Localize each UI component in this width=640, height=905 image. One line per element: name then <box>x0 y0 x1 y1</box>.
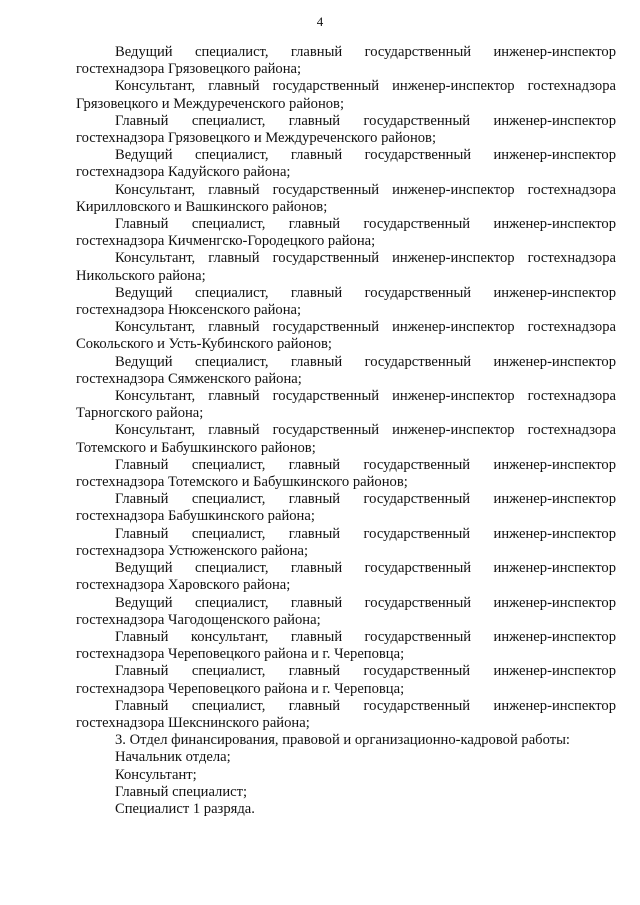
position-entry: Главный специалист, главный государственный инженер-инспектор гостехнадзора Шекснинского района; <box>76 697 616 731</box>
position-entry: Ведущий специалист, главный государственный инженер-инспектор гостехнадзора Харовского района; <box>76 560 616 594</box>
position-entry: Главный специалист, главный государственный инженер-инспектор гостехнадзора Бабушкинского района; <box>76 491 616 525</box>
position-entry: Ведущий специалист, главный государственный инженер-инспектор гостехнадзора Кадуйского района; <box>76 147 616 181</box>
position-entry: Главный специалист, главный государственный инженер-инспектор гостехнадзора Устюженского района; <box>76 525 616 559</box>
position-entry: Главный специалист, главный государственный инженер-инспектор гостехнадзора Грязовецкого и Междуреченского районов; <box>76 112 616 147</box>
position-entry: Главный специалист, главный государственный инженер-инспектор гостехнадзора Тотемского и Бабушкинского районов; <box>76 456 616 491</box>
position-entry: Ведущий специалист, главный государственный инженер-инспектор гостехнадзора Чагодощенского района; <box>76 594 616 628</box>
position-entry: Консультант, главный государственный инженер-инспектор гостехнадзора Кирилловского и Вашкинского районов; <box>76 181 616 215</box>
section-heading: 3. Отдел финансирования, правовой и организационно-кадровой работы: <box>115 732 570 749</box>
position-entry: Консультант, главный государственный инженер-инспектор гостехнадзора Грязовецкого и Междуреченского районов; <box>76 78 616 112</box>
section-item: Начальник отдела; <box>115 749 231 766</box>
page-number: 4 <box>316 14 324 29</box>
position-entry: Главный специалист, главный государственный инженер-инспектор гостехнадзора Кичменгско-Городецкого района; <box>76 216 616 250</box>
position-entry: Ведущий специалист, главный государственный инженер-инспектор гостехнадзора Нюксенского района; <box>76 284 616 319</box>
position-entry: Консультант, главный государственный инженер-инспектор гостехнадзора Сокольского и Усть-Кубинского районов; <box>76 319 616 353</box>
position-entry: Ведущий специалист, главный государственный инженер-инспектор гостехнадзора Грязовецкого района; <box>76 44 616 78</box>
position-entry: Главный консультант, главный государственный инженер-инспектор гостехнадзора Череповецкого района и г. Череповца; <box>76 628 616 663</box>
document-body <box>76 44 616 818</box>
section-item: Специалист 1 разряда. <box>115 800 255 817</box>
section-item: Главный специалист; <box>115 783 248 800</box>
position-entry: Ведущий специалист, главный государственный инженер-инспектор гостехнадзора Сямженского района; <box>76 353 616 387</box>
section-item: Консультант; <box>115 766 197 783</box>
position-entry: Консультант, главный государственный инженер-инспектор гостехнадзора Никольского района; <box>76 250 616 284</box>
position-entry: Консультант, главный государственный инженер-инспектор гостехнадзора Тарногского района; <box>76 388 616 422</box>
position-entry: Главный специалист, главный государственный инженер-инспектор гостехнадзора Череповецкого района и г. Череповца; <box>76 663 616 697</box>
position-entry: Консультант, главный государственный инженер-инспектор гостехнадзора Тотемского и Бабушкинского районов; <box>76 422 616 456</box>
